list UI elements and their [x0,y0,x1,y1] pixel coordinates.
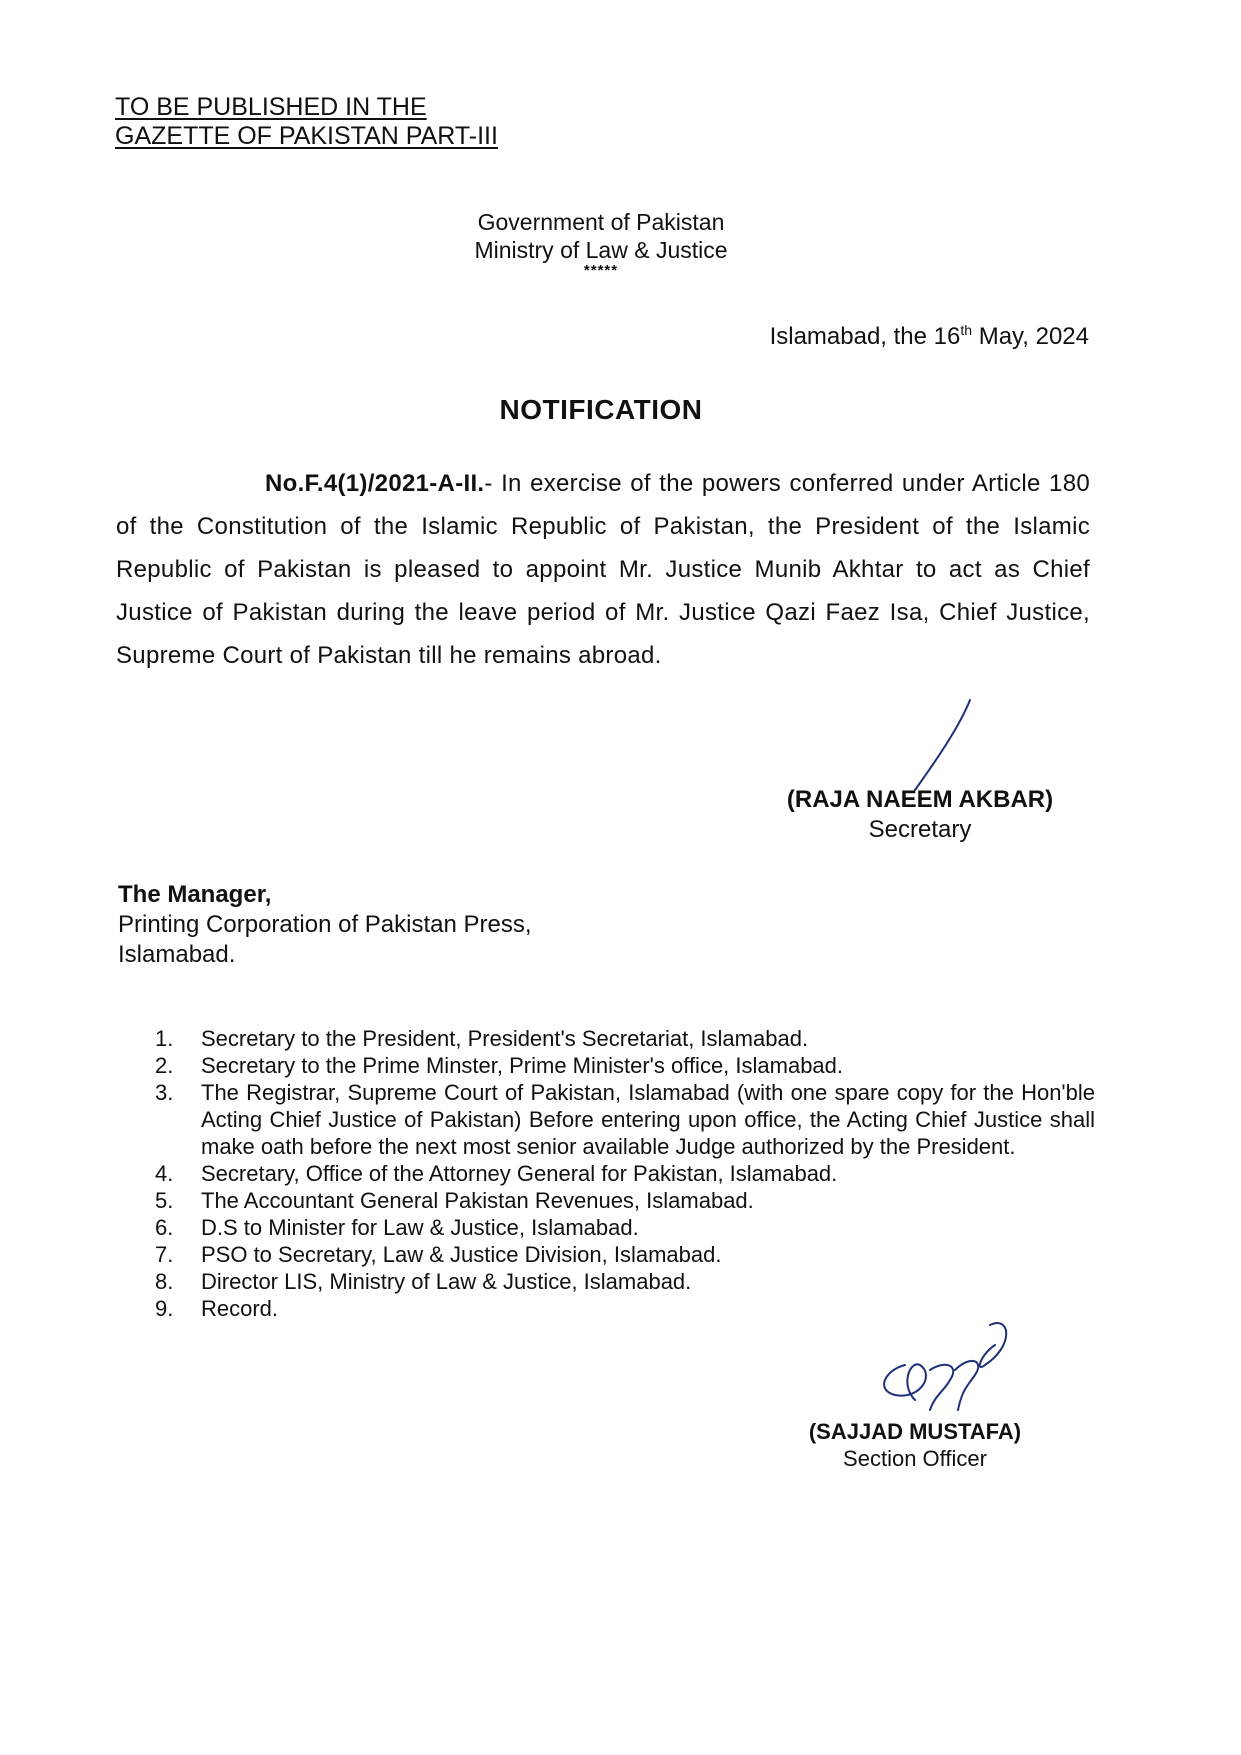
ministry-name: Ministry of Law & Justice [474,237,728,263]
list-number: 9. [155,1296,174,1321]
list-item [155,1268,1095,1295]
notification-body [116,462,1090,677]
signatory-secretary [760,785,1080,845]
distribution-list [155,1025,1095,1322]
list-number: 2. [155,1053,174,1078]
signatory-name: (RAJA NAEEM AKBAR) [786,786,1054,813]
signature-mark-section-officer [850,1315,1020,1430]
list-text: The Registrar, Supreme Court of Pakistan, Islamabad (with one spare copy for the Hon'ble Acting Chief Justice of Pakistan) Before entering upon office, the Acting Chief Justice shall make oath before the next most senior available Judge authorized by the President. [201,1080,1095,1159]
gazette-notice [115,93,498,151]
date-prefix: Islamabad, the 16 [769,323,961,350]
document-title: NOTIFICATION [499,394,703,425]
list-text: PSO to Secretary, Law & Justice Division, Islamabad. [201,1242,722,1267]
signatory-section-officer [790,1418,1040,1472]
signatory-name: (SAJJAD MUSTAFA) [808,1419,1022,1444]
list-text: D.S to Minister for Law & Justice, Islamabad. [201,1215,639,1240]
notification-text: - In exercise of the powers conferred under Article 180 of the Constitution of the Islamic Republic of Pakistan, the President of the Islamic Republic of Pakistan is pleased to appoint Mr. Justice Munib Akhtar to act as Chief Justice of Pakistan during the leave period of Mr. Justice Qazi Faez Isa, Chief Justice, Supreme Court of Pakistan till he remains abroad. [116,470,1090,669]
list-number: 1. [155,1026,174,1051]
list-number: 8. [155,1269,174,1294]
list-text: Secretary to the President, President's Secretariat, Islamabad. [201,1026,809,1051]
list-text: Secretary, Office of the Attorney General for Pakistan, Islamabad. [201,1161,838,1186]
list-item [155,1214,1095,1241]
signatory-designation: Section Officer [843,1446,987,1471]
signatory-designation: Secretary [868,816,972,843]
list-number: 3. [155,1080,174,1105]
separator-stars: ***** [583,262,619,279]
addressee-heading: The Manager, [118,881,272,908]
list-item [155,1025,1095,1052]
date-suffix: May, 2024 [972,323,1089,350]
date-ordinal: th [960,322,973,338]
list-item [155,1160,1095,1187]
list-item [155,1079,1095,1160]
addressee-line-1: Printing Corporation of Pakistan Press, [118,911,532,938]
list-text: Secretary to the Prime Minster, Prime Minister's office, Islamabad. [201,1053,844,1078]
addressee-block [118,880,532,970]
list-text: Record. [201,1296,279,1321]
list-number: 4. [155,1161,174,1186]
addressee-line-2: Islamabad. [118,941,236,968]
signature-mark-secretary [905,695,985,795]
list-text: Director LIS, Ministry of Law & Justice, Islamabad. [201,1269,692,1294]
list-text: The Accountant General Pakistan Revenues, Islamabad. [201,1188,754,1213]
list-number: 5. [155,1188,174,1213]
issue-date [770,322,1089,351]
reference-number: No.F.4(1)/2021-A-II. [265,470,485,497]
list-item [155,1187,1095,1214]
list-number: 7. [155,1242,174,1267]
gazette-line-2: GAZETTE OF PAKISTAN PART-III [115,122,498,150]
gazette-line-1: TO BE PUBLISHED IN THE [115,93,427,121]
list-item [155,1241,1095,1268]
list-number: 6. [155,1215,174,1240]
letterhead [0,208,1202,278]
list-item [155,1052,1095,1079]
government-name: Government of Pakistan [477,209,725,235]
